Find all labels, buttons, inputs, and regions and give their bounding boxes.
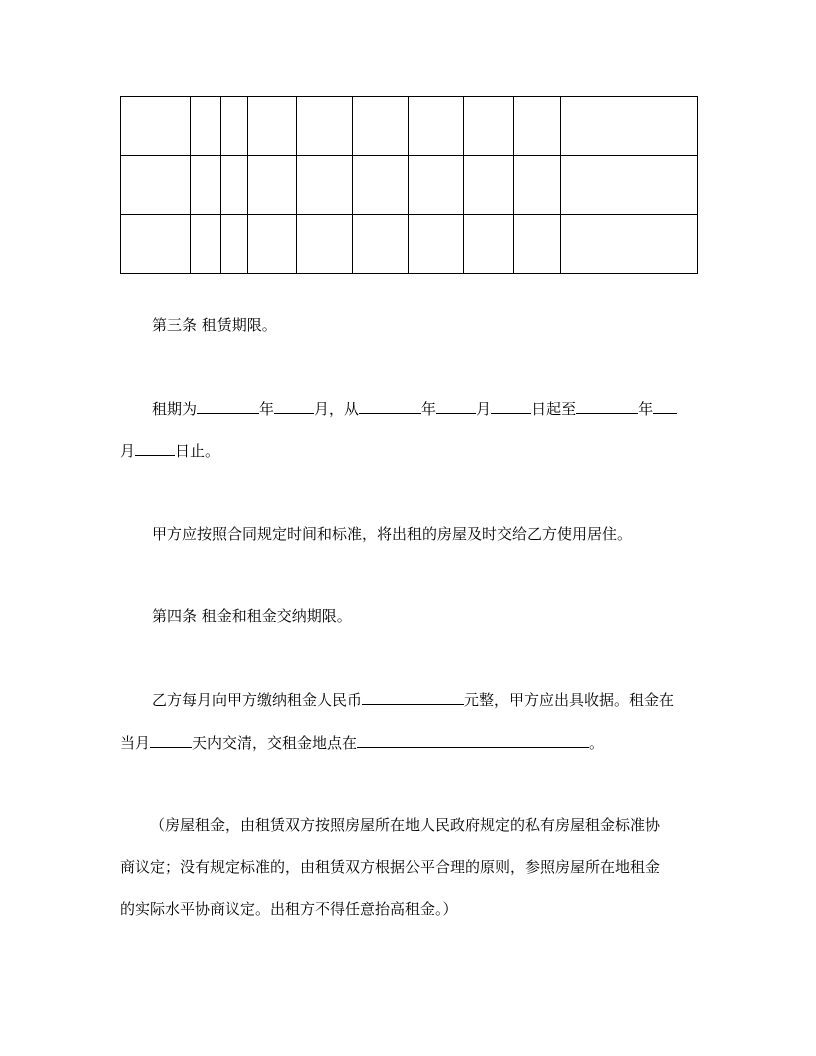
table-cell: [561, 215, 698, 274]
rent-line-1: [120, 690, 729, 710]
table-cell: [409, 215, 464, 274]
blank-field[interactable]: [135, 441, 175, 456]
table-cell: [297, 215, 353, 274]
table-cell: [121, 215, 191, 274]
table-cell: [353, 97, 409, 156]
blank-field[interactable]: [150, 733, 192, 748]
table-cell: [464, 97, 514, 156]
rent-text: 天内交清，交租金地点在: [192, 734, 358, 752]
table-cell: [121, 97, 191, 156]
table-cell: [514, 215, 561, 274]
term-text: 月，从: [314, 400, 360, 418]
table-cell: [297, 156, 353, 215]
table-cell: [191, 97, 221, 156]
table-cell: [191, 156, 221, 215]
blank-field[interactable]: [359, 399, 421, 414]
blank-table: [120, 96, 698, 274]
term-line-2: [120, 441, 697, 461]
table-row: [121, 215, 698, 274]
article-3-title: 第三条 租赁期限。: [152, 316, 277, 334]
table-cell: [248, 215, 297, 274]
rent-line-2: [120, 733, 697, 753]
table-cell: [121, 156, 191, 215]
table-row: [121, 97, 698, 156]
table-cell: [514, 156, 561, 215]
table-cell: [221, 215, 248, 274]
term-text: 日止。: [175, 442, 221, 460]
table-cell: [353, 156, 409, 215]
term-text: 年: [421, 400, 437, 418]
table-cell: [191, 215, 221, 274]
table-cell: [221, 97, 248, 156]
table-cell: [409, 97, 464, 156]
blank-field[interactable]: [436, 399, 476, 414]
delivery-text: 甲方应按照合同规定时间和标准，将出租的房屋及时交给乙方使用居住。: [152, 525, 633, 543]
note-line-1: [120, 815, 727, 835]
note-line-2: [120, 857, 697, 877]
term-text: 月: [120, 442, 136, 460]
blank-field[interactable]: [197, 399, 259, 414]
table-cell: [297, 97, 353, 156]
table-cell: [221, 156, 248, 215]
rent-text: 元整，甲方应出具收据。租金在: [464, 691, 675, 709]
table-cell: [248, 156, 297, 215]
table-cell: [353, 215, 409, 274]
blank-field[interactable]: [653, 399, 677, 414]
article-4-heading: [120, 606, 729, 626]
term-text: 年: [638, 400, 654, 418]
rent-text: 乙方每月向甲方缴纳租金人民币: [152, 691, 363, 709]
rent-text: 当月: [120, 734, 151, 752]
rent-text: 。: [589, 734, 605, 752]
term-text: 月: [476, 400, 492, 418]
note-text: （房屋租金，由租赁双方按照房屋所在地人民政府规定的私有房屋租金标准协: [150, 816, 661, 834]
table-row: [121, 156, 698, 215]
note-text: 商议定；没有规定标准的，由租赁双方根据公平合理的原则，参照房屋所在地租金: [120, 858, 661, 876]
table-cell: [409, 156, 464, 215]
note-text: 的实际水平协商议定。出租方不得任意抬高租金。）: [120, 900, 458, 918]
blank-field[interactable]: [576, 399, 638, 414]
blank-field[interactable]: [362, 690, 464, 705]
term-line-1: [120, 399, 729, 419]
table-cell: [561, 156, 698, 215]
blank-field[interactable]: [357, 733, 589, 748]
article-4-title: 第四条 租金和租金交纳期限。: [152, 607, 352, 625]
article-3-heading: [120, 315, 729, 335]
delivery-paragraph: [120, 524, 729, 544]
table-cell: [514, 97, 561, 156]
term-text: 日起至: [531, 400, 577, 418]
term-text: 年: [259, 400, 275, 418]
blank-field[interactable]: [491, 399, 531, 414]
table-cell: [464, 156, 514, 215]
table-cell: [464, 215, 514, 274]
term-text: 租期为: [152, 400, 198, 418]
table-cell: [248, 97, 297, 156]
note-line-3: [120, 899, 697, 919]
table-cell: [561, 97, 698, 156]
blank-field[interactable]: [274, 399, 314, 414]
